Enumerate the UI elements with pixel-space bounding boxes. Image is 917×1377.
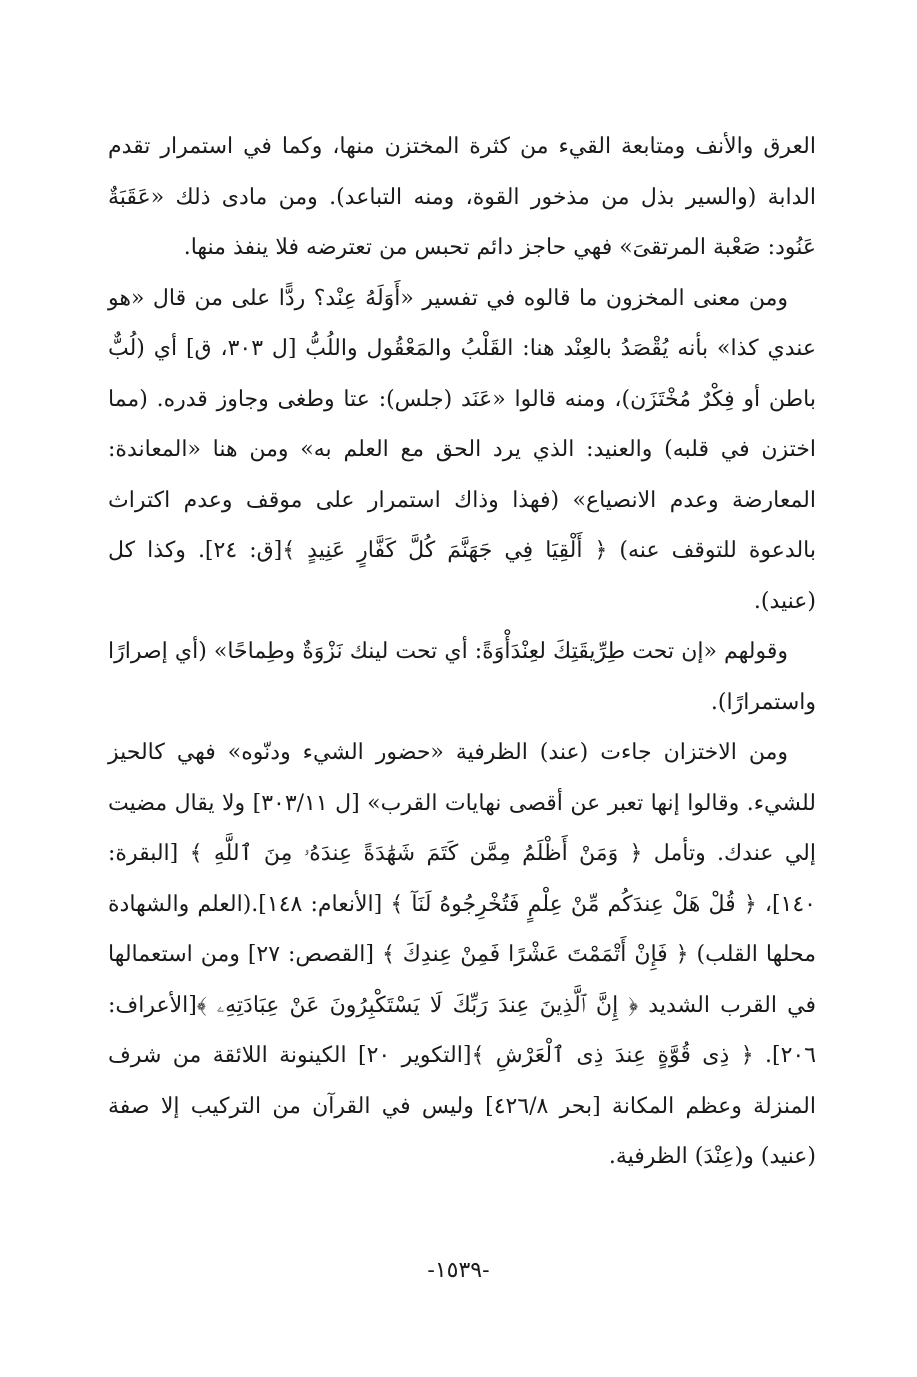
- paragraph-1: العرق والأنف ومتابعة القيء من كثرة المختزن منها، وكما في استمرار تقدم الدابة (والسير بذل من مذخور القوة، ومنه التباعد). ومن مادى ذلك «عَقَبَةٌ عَنُود: صَعْبة المرتقىَ» فهي حاجز دائم تحبس من تعترضه فلا ينفذ منها.: [108, 134, 816, 260]
- body-text: [108, 122, 816, 1183]
- page-number: -١٥٣٩-: [427, 1258, 490, 1283]
- paragraph-3: وقولهم «إن تحت طِرِّيقَتِكَ لعِنْدَأْوَةً: أي تحت لينك نَزْوَةٌ وطِماحًا» (أي إصرارًا واستمرارًا).: [108, 639, 816, 715]
- paragraph-4: ومن الاختزان جاءت (عند) الظرفية «حضور الشيء ودنّوه» فهي كالحيز للشيء. وقالوا إنها تعبر عن أقصى نهايات القرب» [ل ٣٠٣/١١] ولا يقال مضيت إلي عندك. وتأمل ﴿ وَمَنْ أَظْلَمُ مِمَّن كَتَمَ شَهَٰدَةً عِندَهُۥ مِنَ ٱللَّهِ ﴾ [البقرة: ١٤٠]، ﴿ قُلْ هَلْ عِندَكُم مِّنْ عِلْمٍ فَتُخْرِجُوهُ لَنَآ ﴾ [الأنعام: ١٤٨].(العلم والشهادة محلها القلب) ﴿ فَإِنْ أَتْمَمْتَ عَشْرًا فَمِنْ عِندِكَ ﴾ [القصص: ٢٧] ومن استعمالها في القرب الشديد ﴿ إِنَّ ٱلَّذِينَ عِندَ رَبِّكَ لَا يَسْتَكْبِرُونَ عَنْ عِبَادَتِهِۦ ﴾[الأعراف: ٢٠٦]. ﴿ ذِى قُوَّةٍ عِندَ ذِى ٱلْعَرْشِ ﴾[التكوير ٢٠] الكينونة اللائقة من شرف المنزلة وعظم المكانة [بحر ٤٢٦/٨] وليس في القرآن من التركيب إلا صفة (عنيد) و(عِنْدَ) الظرفية.: [108, 740, 817, 1169]
- paragraph-2: ومن معنى المخزون ما قالوه في تفسير «أَوَلَهُ عِنْد؟ ردًّا على من قال «هو عندي كذا» بأنه يُقْصَدُ بالعِنْد هنا: القَلْبُ والمَعْقُول واللُبُّ [ل ٣٠٣، ق] أي (لُبٌّ باطن أو فِكْرٌ مُخْتَزَن)، ومنه قالوا «عَنَد (جلس): عتا وطغى وجاوز قدره. (مما اختزن في قلبه) والعنيد: الذي يرد الحق مع العلم به» ومن هنا «المعاندة: المعارضة وعدم الانصياع» (فهذا وذاك استمرار على موقف وعدم اكتراث بالدعوة للتوقف عنه) ﴿ أَلْقِيَا فِي جَهَنَّمَ كُلَّ كَفَّارٍ عَنِيدٍ ﴾[ق: ٢٤]. وكذا كل (عنيد).: [108, 285, 817, 614]
